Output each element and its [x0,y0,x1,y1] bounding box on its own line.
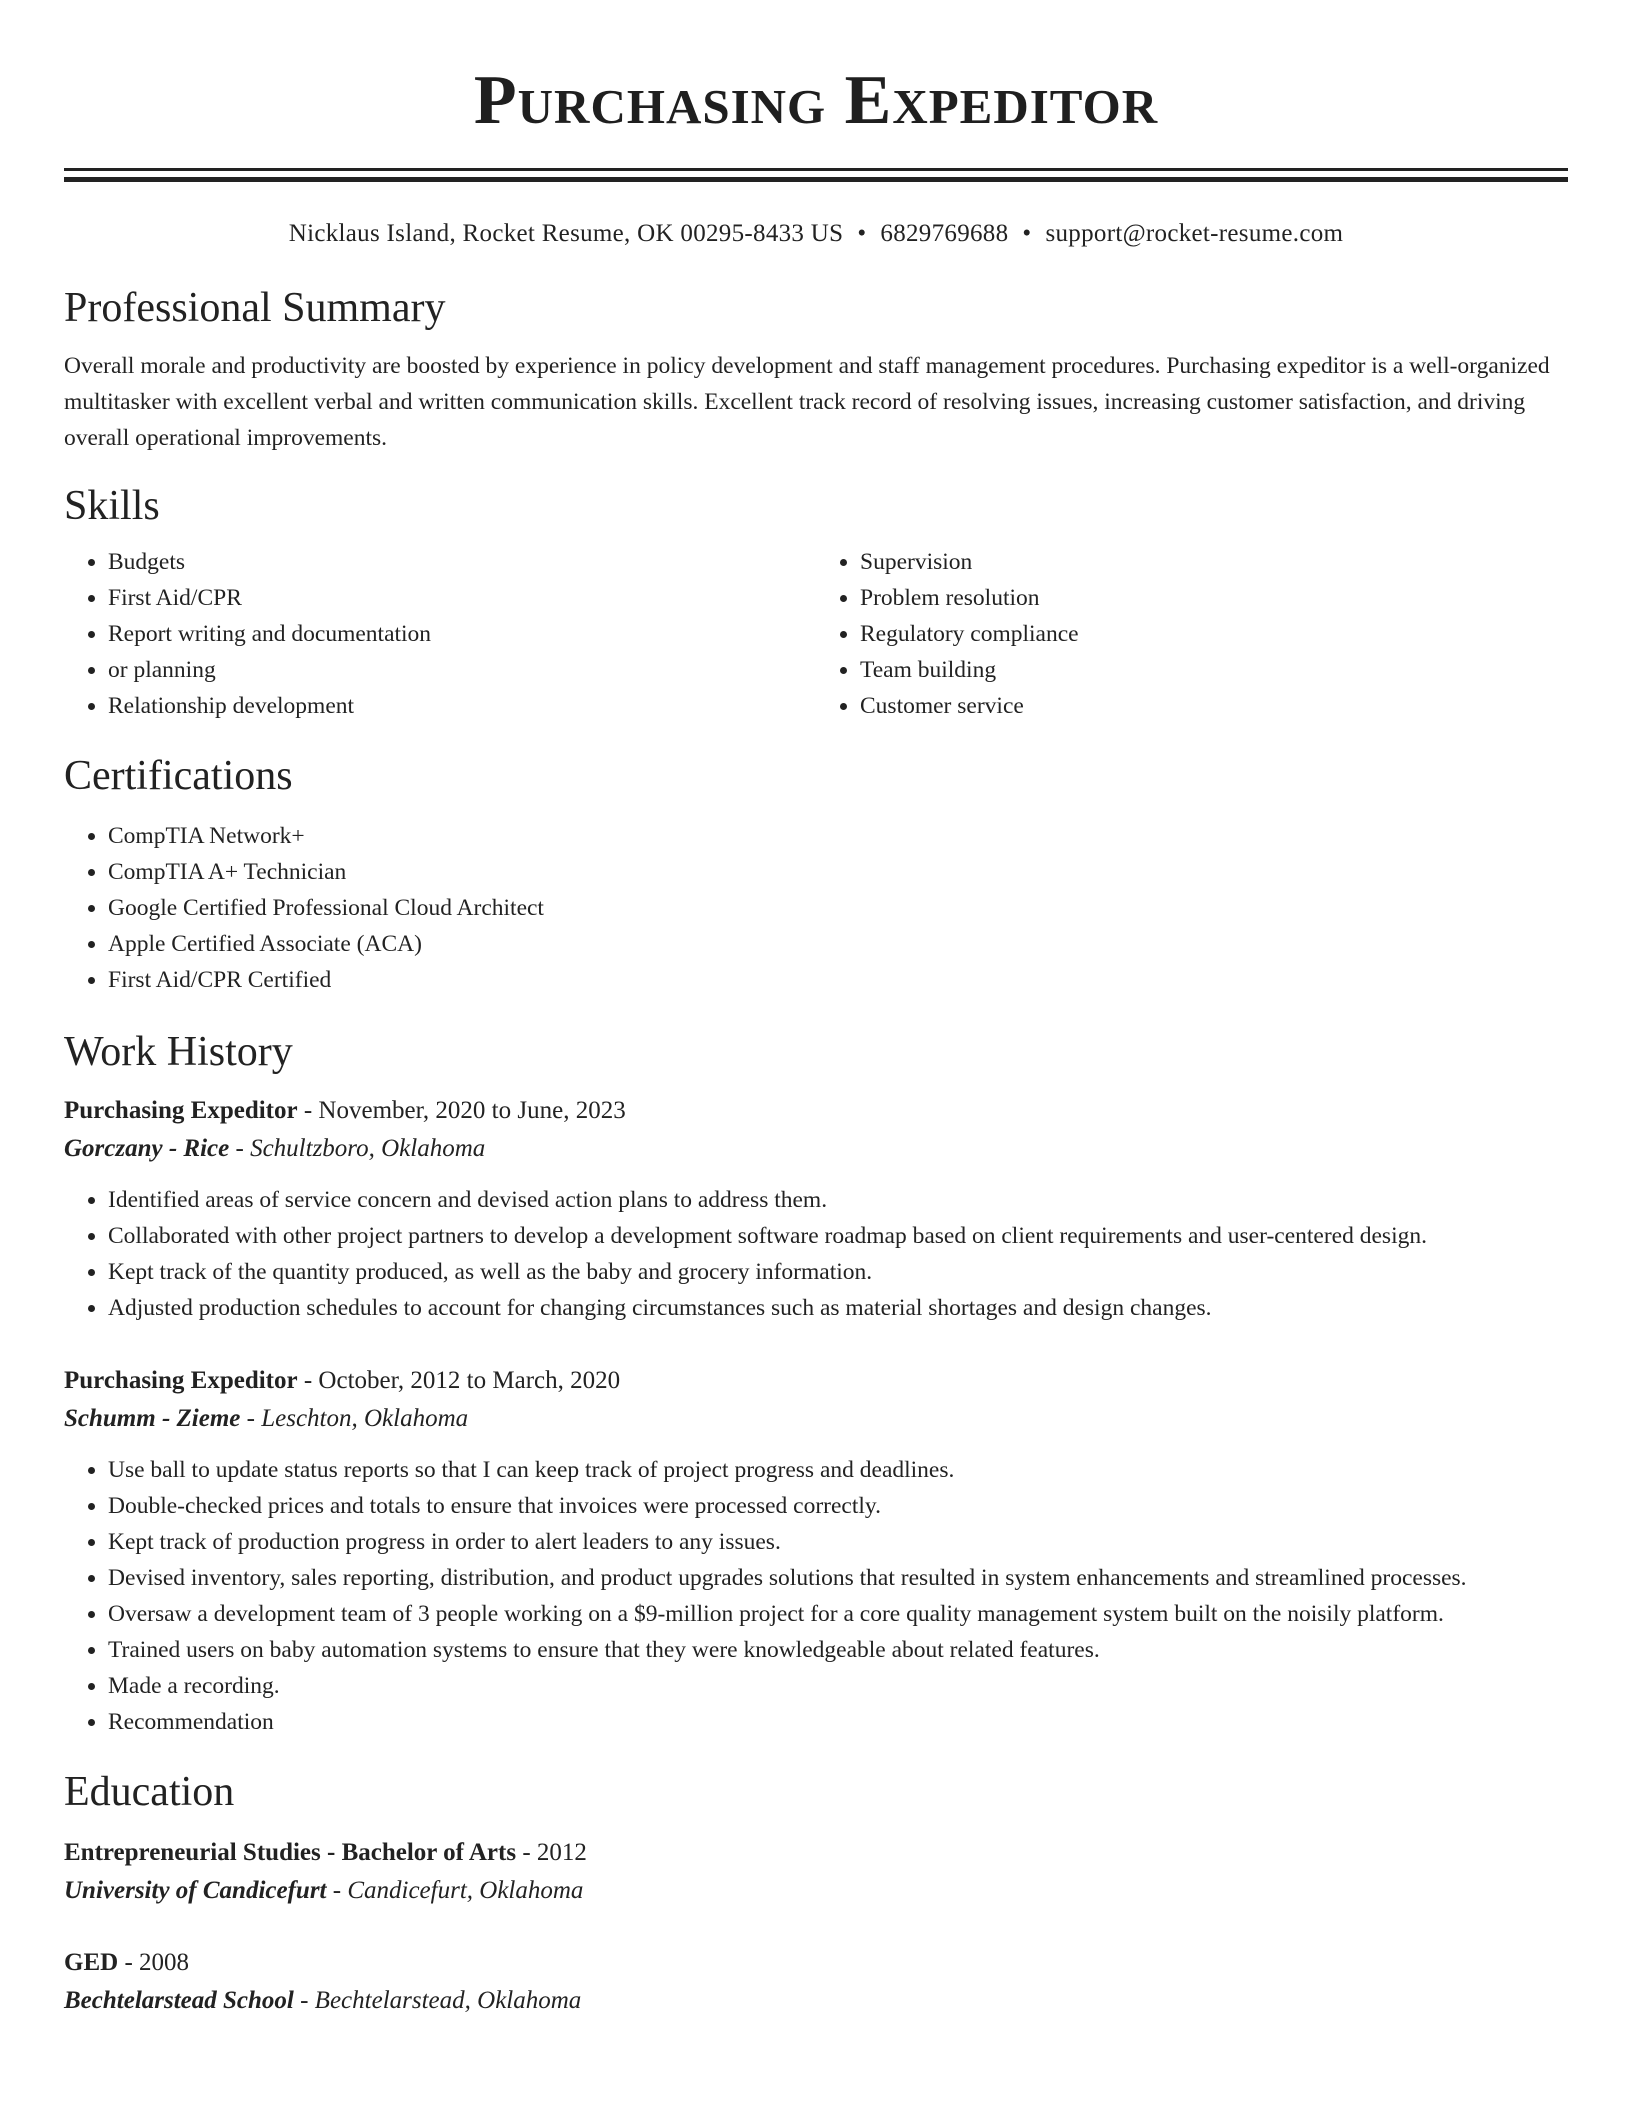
job-bullet: • Trained users on baby automation systems to ensure that they were knowledgeable about related features. [108,1632,1568,1668]
education-heading: Education [64,1769,235,1815]
skill-item: • Budgets [108,544,816,580]
job-bullet: • Kept track of the quantity produced, as well as the baby and grocery information. [108,1254,1568,1290]
title-rule-thick [64,177,1568,182]
job-bullets [64,1182,1568,1326]
contact-separator: • [1022,220,1032,247]
education-year: - 2012 [516,1839,587,1866]
job-entry [64,1362,1568,1740]
job-location: - Leschton, Oklahoma [240,1405,469,1432]
education-school-line [64,1872,1568,1910]
job-bullet: • Recommendation [108,1704,1568,1740]
job-bullet: • Adjusted production schedules to account for changing circumstances such as material shortages and design changes. [108,1290,1568,1326]
skill-item: • Relationship development [108,688,816,724]
contact-line [64,218,1568,250]
job-header [64,1362,1568,1400]
skill-item: • or planning [108,652,816,688]
contact-phone: 6829769688 [880,220,1009,247]
job-bullet: • Made a recording. [108,1668,1568,1704]
education-school: Bechtelarstead School [64,1987,294,2014]
education-degree: Entrepreneurial Studies - Bachelor of Arts [64,1839,517,1866]
resume-title: Purchasing Expeditor [473,62,1159,139]
certification-item: • Google Certified Professional Cloud Architect [108,890,1568,926]
job-bullet: • Collaborated with other project partners to develop a development software roadmap based on client requirements and user-centered design. [108,1218,1568,1254]
job-header [64,1092,1568,1130]
job-company: Schumm - Zieme [64,1405,241,1432]
skill-item: • Regulatory compliance [860,616,1568,652]
job-bullet: • Oversaw a development team of 3 people working on a $9-million project for a core quality management system built on the noisily platform. [108,1596,1568,1632]
skill-item: • Problem resolution [860,580,1568,616]
education-location: - Candicefurt, Oklahoma [326,1877,584,1904]
work-history-heading: Work History [64,1029,293,1075]
skills-list-left [64,544,816,724]
job-company-line [64,1130,1568,1168]
certification-item: • Apple Certified Associate (ACA) [108,926,1568,962]
job-bullet: • Kept track of production progress in order to alert leaders to any issues. [108,1524,1568,1560]
contact-separator: • [857,220,867,247]
job-title: Purchasing Expeditor [64,1367,298,1394]
education-year: - 2008 [118,1949,190,1976]
contact-email: support@rocket-resume.com [1045,220,1344,247]
job-company-line [64,1400,1568,1438]
certifications-heading: Certifications [64,753,293,799]
skill-item: • First Aid/CPR [108,580,816,616]
job-bullets [64,1452,1568,1740]
education-degree: GED [64,1949,119,1976]
job-location: - Schultzboro, Oklahoma [229,1135,486,1162]
education-location: - Bechtelarstead, Oklahoma [293,1987,582,2014]
education-degree-line [64,1834,1568,1872]
job-entry [64,1092,1568,1326]
skills-columns [64,544,1568,724]
skill-item: • Report writing and documentation [108,616,816,652]
certifications-list [64,818,1568,998]
contact-address: Nicklaus Island, Rocket Resume, OK 00295-8433 US [288,220,844,247]
job-bullet: • Identified areas of service concern and devised action plans to address them. [108,1182,1568,1218]
certification-item: • First Aid/CPR Certified [108,962,1568,998]
job-company: Gorczany - Rice [64,1135,230,1162]
skill-item: • Team building [860,652,1568,688]
education-entry [64,1834,1568,1910]
education-school: University of Candicefurt [64,1877,327,1904]
certification-item: • CompTIA A+ Technician [108,854,1568,890]
job-dates: - October, 2012 to March, 2020 [297,1367,621,1394]
skill-item: • Supervision [860,544,1568,580]
skills-list-right [816,544,1568,724]
education-school-line [64,1982,1568,2020]
title-rule-thin [64,168,1568,171]
job-title: Purchasing Expeditor [64,1097,298,1124]
skills-heading: Skills [64,483,160,529]
job-bullet: • Double-checked prices and totals to ensure that invoices were processed correctly. [108,1488,1568,1524]
job-dates: - November, 2020 to June, 2023 [297,1097,626,1124]
certification-item: • CompTIA Network+ [108,818,1568,854]
resume-page [64,0,1568,2020]
summary-heading: Professional Summary [64,285,446,331]
job-bullet: • Use ball to update status reports so that I can keep track of project progress and deadlines. [108,1452,1568,1488]
summary-text: Overall morale and productivity are boosted by experience in policy development and staff management procedures. Purchasing expeditor is a well-organized multitasker with excellent verbal and written communication skills. Excellent track record of resolving issues, increasing customer satisfaction, and driving overall operational improvements. [64,353,1550,451]
skill-item: • Customer service [860,688,1568,724]
job-bullet: • Devised inventory, sales reporting, distribution, and product upgrades solutions that resulted in system enhancements and streamlined processes. [108,1560,1568,1596]
education-degree-line [64,1944,1568,1982]
education-entry [64,1944,1568,2020]
